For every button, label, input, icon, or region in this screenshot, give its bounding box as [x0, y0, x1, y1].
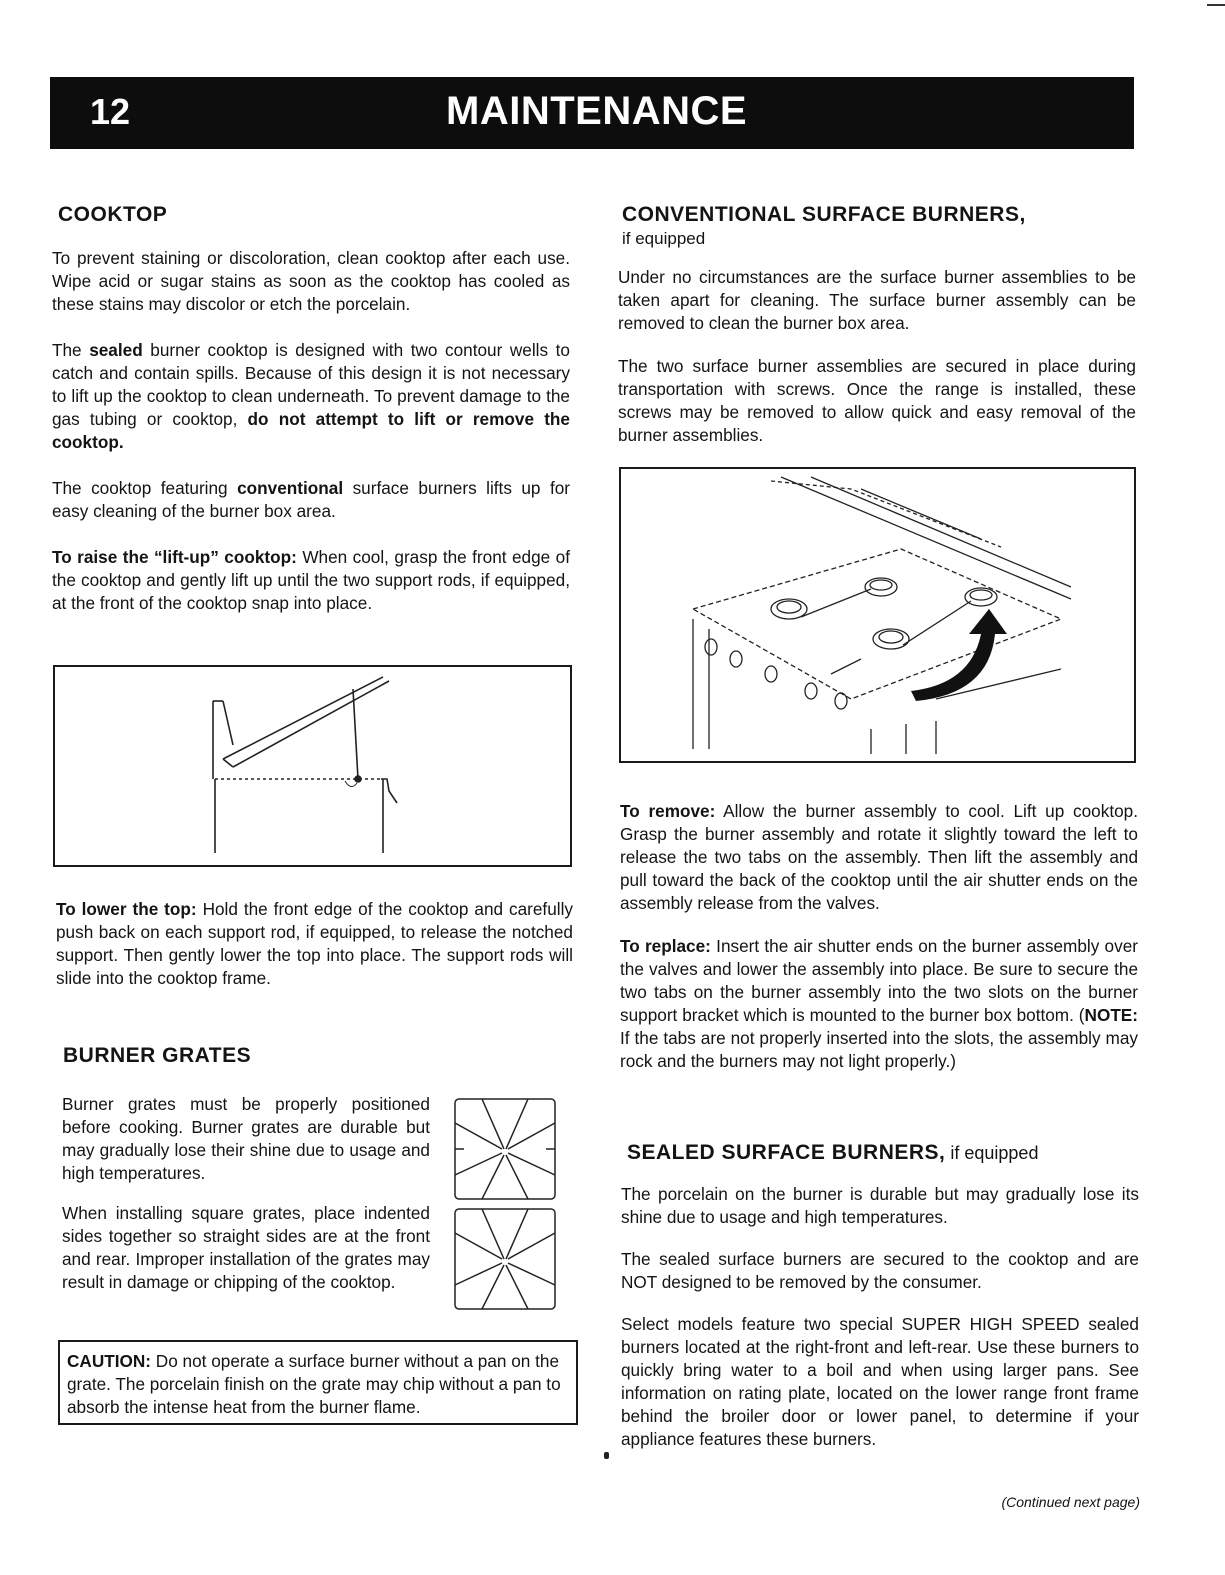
- lower-top-instructions: To lower the top: Hold the front edge of the cooktop and carefully push back on each support rod, if equipped, to release the notched support. Then gently lower the top into place. The support rods will slide into the cooktop frame.: [56, 899, 573, 988]
- conventional-subheading: if equipped: [622, 229, 706, 248]
- burner-grates-section: [62, 1093, 430, 1294]
- remove-section: [620, 800, 1138, 1073]
- page-number: 12: [90, 91, 131, 132]
- sealed-paragraph-1: The porcelain on the burner is durable but may gradually lose its shine due to usage and high temperatures.: [621, 1184, 1139, 1227]
- conventional-heading-wrap: [622, 203, 1142, 249]
- burner-grates-heading-wrap: [63, 1044, 463, 1068]
- cooktop-heading-wrap: [58, 203, 578, 227]
- replace-instructions: To replace: Insert the air shutter ends on the burner assembly over the valves and lower the assembly into place. Be sure to secure the two tabs on the burner assembly into the two slots on the burner support bracket which is mounted to the burner box bottom. (NOTE: If the tabs are not properly inserted into the slots, the assembly may rock and the burners may not light properly.): [620, 936, 1138, 1071]
- sealed-paragraph-3: Select models feature two special SUPER HIGH SPEED sealed burners located at the right-front and left-rear. Use these burners to quickly bring water to a boil and when using larger pans. See information on rating plate, located on the lower range front frame behind the broiler door or lower panel, to determine if your appliance features these burners.: [621, 1314, 1139, 1449]
- caution-text: CAUTION: Do not operate a surface burner without a pan on the grate. The porcelain finish on the grate may chip without a pan to absorb the intense heat from the burner flame.: [67, 1351, 561, 1417]
- header-bar: [50, 77, 1134, 149]
- scan-mark: [1207, 4, 1225, 6]
- caution-box: [58, 1340, 578, 1425]
- burner-grates-heading: BURNER GRATES: [63, 1044, 252, 1067]
- bullet-mark: [604, 1452, 609, 1459]
- cooktop-heading: COOKTOP: [58, 203, 168, 226]
- cooktop-section: [52, 247, 570, 615]
- page-title: MAINTENANCE: [446, 89, 748, 133]
- sealed-heading-wrap: [627, 1141, 1137, 1165]
- lower-top-section: [56, 898, 573, 990]
- conventional-heading: CONVENTIONAL SURFACE BURNERS,: [622, 203, 1026, 226]
- burner-grates-paragraph-1: Burner grates must be properly positioned before cooking. Burner grates are durable but may gradually lose their shine due to usage and high temperatures.: [62, 1094, 430, 1183]
- square-grates-illustration: [452, 1095, 560, 1313]
- lift-up-cooktop-illustration: [55, 667, 570, 865]
- cooktop-paragraph-2: The sealed burner cooktop is designed with two contour wells to catch and contain spills. Because of this design it is not necessary to lift up the cooktop to clean underneath. To prevent damage to the gas tubing or cooktop, do not attempt to lift or remove the cooktop.: [52, 340, 570, 452]
- conventional-paragraph-2: The two surface burner assemblies are secured in place during transportation with screws. Once the range is installed, these screws may be removed to allow quick and easy removal of the burner assemblies.: [618, 356, 1136, 445]
- conventional-paragraph-1: Under no circumstances are the surface burner assemblies to be taken apart for cleaning. The surface burner assembly can be removed to clean the burner box area.: [618, 267, 1136, 333]
- sealed-heading: SEALED SURFACE BURNERS,: [627, 1141, 946, 1164]
- remove-instructions: To remove: Allow the burner assembly to cool. Lift up cooktop. Grasp the burner assembly and rotate it slightly toward the left to release the two tabs on the assembly. Then lift the assembly and pull toward the back of the cooktop until the air shutter ends on the assembly release from the valves.: [620, 801, 1138, 913]
- lift-up-cooktop-figure: [53, 665, 572, 867]
- cooktop-paragraph-1: To prevent staining or discoloration, clean cooktop after each use. Wipe acid or sugar stains as soon as the cooktop has cooled as these stains may discolor or etch the porcelain.: [52, 248, 570, 314]
- continued-note: (Continued next page): [1001, 1494, 1140, 1510]
- burner-grates-paragraph-2: When installing square grates, place indented sides together so straight sides are at the front and rear. Improper installation of the grates may result in damage or chipping of the cooktop.: [62, 1203, 430, 1292]
- sealed-subheading: if equipped: [945, 1143, 1039, 1163]
- conventional-section: [618, 266, 1136, 447]
- burner-assembly-illustration: [621, 469, 1134, 761]
- raise-cooktop-instructions: To raise the “lift-up” cooktop: When cool, grasp the front edge of the cooktop and gently lift up until the two support rods, if equipped, at the front of the cooktop snap into place.: [52, 547, 570, 613]
- sealed-paragraph-2: The sealed surface burners are secured to the cooktop and are NOT designed to be removed by the consumer.: [621, 1249, 1139, 1292]
- cooktop-paragraph-3: The cooktop featuring conventional surface burners lifts up for easy cleaning of the burner box area.: [52, 478, 570, 521]
- square-grates-figure: [452, 1095, 560, 1313]
- sealed-section: [621, 1183, 1139, 1451]
- burner-assembly-figure: [619, 467, 1136, 763]
